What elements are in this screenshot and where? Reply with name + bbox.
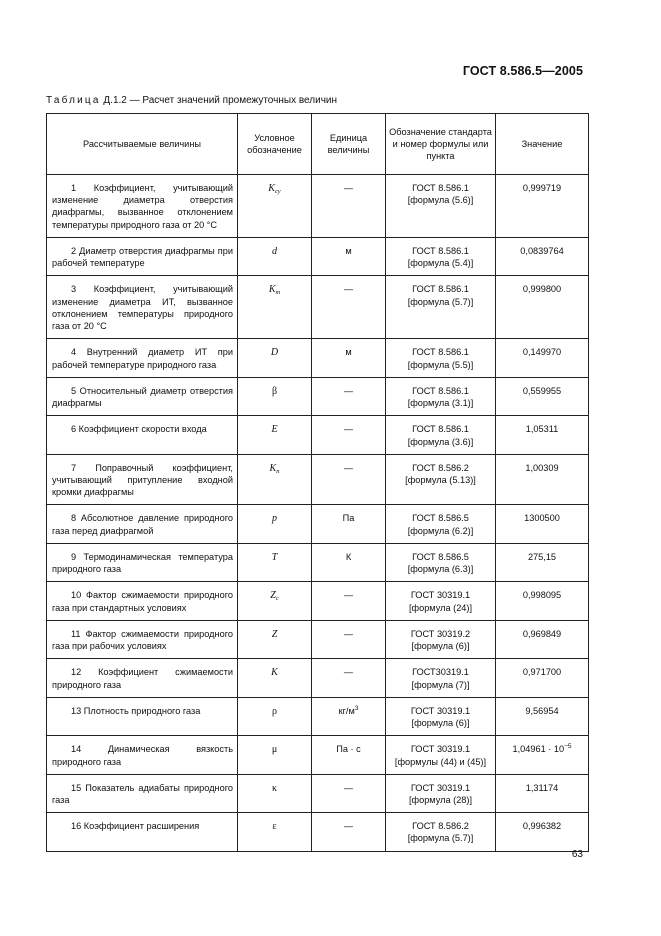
unit-cell bbox=[312, 697, 386, 735]
quantity-name: 6 Коэффициент скорости входа bbox=[47, 416, 238, 454]
reference-formula: [формула (3.6)] bbox=[407, 436, 474, 447]
unit-cell bbox=[312, 505, 386, 543]
quantity-name: 5 Относительный диаметр отверстия диафрагмы bbox=[47, 377, 238, 415]
symbol: p bbox=[272, 513, 277, 525]
reference-formula: [формула (6)] bbox=[411, 718, 470, 729]
unit: м bbox=[345, 245, 352, 256]
col-header-quantity: Рассчитываемые величины bbox=[47, 114, 238, 175]
symbol-subscript: п bbox=[276, 467, 280, 475]
reference-standard: ГОСТ 30319.1 bbox=[410, 744, 471, 755]
reference-cell bbox=[386, 276, 496, 339]
quantity-name: 2 Диаметр отверстия диафрагмы при рабочей температуре bbox=[47, 237, 238, 275]
symbol: K bbox=[268, 183, 275, 194]
symbol: d bbox=[272, 245, 277, 257]
unit-cell bbox=[312, 416, 386, 454]
caption-text: Д.1.2 — Расчет значений промежуточных величин bbox=[100, 95, 338, 106]
value: 1300500 bbox=[524, 513, 560, 524]
value: 0,998095 bbox=[522, 590, 562, 601]
unit-cell bbox=[312, 582, 386, 620]
symbol-cell bbox=[238, 416, 312, 454]
symbol: μ bbox=[271, 744, 278, 756]
unit: — bbox=[343, 284, 354, 295]
table-row bbox=[47, 175, 589, 238]
unit: — bbox=[343, 590, 354, 601]
reference-formula: [формула (28)] bbox=[408, 794, 473, 805]
quantity-name: 14 Динамическая вязкость природного газа bbox=[47, 736, 238, 774]
quantity-name: 9 Термодинамическая температура природного газа bbox=[47, 543, 238, 581]
unit-cell bbox=[312, 736, 386, 774]
unit-cell bbox=[312, 659, 386, 697]
reference-standard: ГОСТ30319.1 bbox=[412, 667, 469, 678]
symbol-subscript: су bbox=[274, 188, 281, 195]
table-row bbox=[47, 620, 589, 658]
symbol: Z bbox=[271, 628, 278, 640]
quantity-name: 13 Плотность природного газа bbox=[47, 697, 238, 735]
col-header-value: Значение bbox=[496, 114, 589, 175]
unit-superscript: 3 bbox=[354, 704, 359, 712]
page-number: 63 bbox=[571, 849, 583, 860]
col-header-reference: Обозначение стандарта и номер формулы или пункта bbox=[386, 114, 496, 175]
value-cell bbox=[496, 339, 589, 377]
intermediate-values-table bbox=[46, 113, 589, 852]
unit: — bbox=[343, 385, 354, 396]
table-row bbox=[47, 582, 589, 620]
unit-cell bbox=[312, 454, 386, 505]
reference-standard: ГОСТ 8.586.1 bbox=[412, 347, 469, 358]
symbol: ρ bbox=[272, 705, 277, 717]
quantity-name: 7 Поправочный коэффициент, учитывающий притупление входной кромки диафрагмы bbox=[47, 454, 238, 505]
reference-formula: [формула (3.1)] bbox=[407, 398, 474, 409]
table-row bbox=[47, 505, 589, 543]
reference-standard: ГОСТ 8.586.5 bbox=[412, 551, 469, 562]
value-cell bbox=[496, 377, 589, 415]
table-row bbox=[47, 237, 589, 275]
value: 1,05311 bbox=[525, 424, 559, 435]
value: 1,04961 · 10 bbox=[512, 744, 565, 755]
value: 0,971700 bbox=[522, 667, 562, 678]
reference-standard: ГОСТ 8.586.2 bbox=[412, 821, 469, 832]
unit-cell bbox=[312, 543, 386, 581]
reference-cell bbox=[386, 416, 496, 454]
reference-formula: [формула (24)] bbox=[408, 602, 473, 613]
symbol: κ bbox=[271, 782, 278, 794]
reference-cell bbox=[386, 697, 496, 735]
unit-cell bbox=[312, 237, 386, 275]
quantity-name: 4 Внутренний диаметр ИТ при рабочей температуре природного газа bbox=[47, 339, 238, 377]
reference-standard: ГОСТ 30319.1 bbox=[410, 782, 471, 793]
reference-cell bbox=[386, 620, 496, 658]
reference-cell bbox=[386, 774, 496, 812]
reference-cell bbox=[386, 813, 496, 851]
unit: Па · с bbox=[336, 744, 361, 755]
value-cell bbox=[496, 276, 589, 339]
unit-cell bbox=[312, 377, 386, 415]
value-cell bbox=[496, 175, 589, 238]
table-header-row bbox=[47, 114, 589, 175]
value: 0,996382 bbox=[522, 821, 562, 832]
reference-formula: [формула (5.7)] bbox=[407, 833, 474, 844]
value: 1,00309 bbox=[525, 462, 559, 473]
value-cell bbox=[496, 697, 589, 735]
symbol: Z bbox=[270, 590, 276, 602]
table-row bbox=[47, 339, 589, 377]
table-row bbox=[47, 659, 589, 697]
reference-standard: ГОСТ 30319.1 bbox=[410, 705, 471, 716]
reference-cell bbox=[386, 175, 496, 238]
quantity-name: 16 Коэффициент расширения bbox=[47, 813, 238, 851]
value-exponent: −5 bbox=[564, 743, 572, 751]
reference-standard: ГОСТ 8.586.2 bbox=[412, 462, 469, 473]
table-row bbox=[47, 416, 589, 454]
reference-formula: [формула (5.4)] bbox=[407, 258, 474, 269]
table-caption bbox=[46, 95, 337, 106]
reference-cell bbox=[386, 543, 496, 581]
unit: — bbox=[343, 782, 354, 793]
quantity-name: 15 Показатель адиабаты природного газа bbox=[47, 774, 238, 812]
reference-cell bbox=[386, 659, 496, 697]
reference-cell bbox=[386, 582, 496, 620]
reference-formula: [формула (5.6)] bbox=[407, 195, 474, 206]
reference-standard: ГОСТ 8.586.1 bbox=[412, 245, 469, 256]
value-cell bbox=[496, 505, 589, 543]
value: 0,999719 bbox=[522, 183, 562, 193]
value-cell bbox=[496, 813, 589, 851]
value-cell bbox=[496, 582, 589, 620]
symbol-cell bbox=[238, 774, 312, 812]
symbol: T bbox=[271, 551, 278, 563]
symbol: K bbox=[269, 462, 277, 474]
table-row bbox=[47, 736, 589, 774]
table-row bbox=[47, 697, 589, 735]
unit: — bbox=[343, 462, 354, 473]
reference-standard: ГОСТ 30319.1 bbox=[410, 590, 471, 601]
symbol-cell bbox=[238, 339, 312, 377]
standard-header: ГОСТ 8.586.5—2005 bbox=[462, 64, 583, 78]
symbol-cell bbox=[238, 237, 312, 275]
reference-standard: ГОСТ 8.586.1 bbox=[412, 385, 469, 396]
table-row bbox=[47, 276, 589, 339]
quantity-name: 1 Коэффициент, учитывающий изменение диаметра отверстия диафрагмы, вызванное отклонением температуры природного газа от 20 °С bbox=[47, 175, 238, 238]
caption-prefix: Таблица bbox=[46, 95, 101, 106]
reference-formula: [формула (6.2)] bbox=[407, 525, 474, 536]
reference-standard: ГОСТ 8.586.5 bbox=[412, 513, 469, 524]
value-cell bbox=[496, 237, 589, 275]
reference-cell bbox=[386, 505, 496, 543]
reference-formula: [формула (7)] bbox=[411, 679, 470, 690]
value: 0,969849 bbox=[522, 628, 562, 639]
reference-cell bbox=[386, 736, 496, 774]
table-row bbox=[47, 377, 589, 415]
symbol-cell bbox=[238, 697, 312, 735]
unit: Па bbox=[342, 513, 355, 524]
reference-cell bbox=[386, 339, 496, 377]
symbol-cell bbox=[238, 582, 312, 620]
table-row bbox=[47, 813, 589, 851]
unit-cell bbox=[312, 620, 386, 658]
unit-cell bbox=[312, 813, 386, 851]
reference-cell bbox=[386, 237, 496, 275]
quantity-name: 11 Фактор сжимаемости природного газа при рабочих условиях bbox=[47, 620, 238, 658]
reference-standard: ГОСТ 8.586.1 bbox=[412, 284, 469, 295]
reference-formula: [формулы (44) и (45)] bbox=[394, 756, 487, 767]
table-row bbox=[47, 774, 589, 812]
table-body bbox=[47, 175, 589, 852]
value-cell bbox=[496, 736, 589, 774]
symbol-cell bbox=[238, 505, 312, 543]
value-cell bbox=[496, 620, 589, 658]
unit-cell bbox=[312, 774, 386, 812]
symbol-cell bbox=[238, 543, 312, 581]
reference-standard: ГОСТ 8.586.1 bbox=[412, 424, 469, 435]
value-cell bbox=[496, 659, 589, 697]
symbol-cell bbox=[238, 659, 312, 697]
reference-standard: ГОСТ 8.586.1 bbox=[412, 183, 469, 193]
value: 275,15 bbox=[527, 551, 557, 562]
unit-cell bbox=[312, 175, 386, 238]
reference-formula: [формула (5.5)] bbox=[407, 359, 474, 370]
quantity-name: 3 Коэффициент, учитывающий изменение диаметра ИТ, вызванное отклонением температуры природного газа от 20 °С bbox=[47, 276, 238, 339]
value-cell bbox=[496, 416, 589, 454]
symbol-cell bbox=[238, 736, 312, 774]
symbol-cell bbox=[238, 175, 312, 238]
table-row bbox=[47, 454, 589, 505]
value: 0,999800 bbox=[522, 284, 562, 295]
col-header-symbol: Условное обозначение bbox=[238, 114, 312, 175]
symbol-cell bbox=[238, 813, 312, 851]
value-cell bbox=[496, 454, 589, 505]
unit: м bbox=[345, 347, 352, 358]
symbol-cell bbox=[238, 377, 312, 415]
unit: кг/м bbox=[338, 705, 355, 716]
unit: — bbox=[343, 667, 354, 678]
symbol: K bbox=[271, 667, 278, 679]
unit-cell bbox=[312, 276, 386, 339]
symbol: ε bbox=[272, 821, 277, 833]
reference-cell bbox=[386, 454, 496, 505]
table-row bbox=[47, 543, 589, 581]
symbol: K bbox=[268, 284, 276, 296]
symbol: E bbox=[271, 424, 278, 436]
symbol-cell bbox=[238, 276, 312, 339]
quantity-name: 10 Фактор сжимаемости природного газа при стандартных условиях bbox=[47, 582, 238, 620]
unit: — bbox=[343, 821, 354, 832]
value-cell bbox=[496, 543, 589, 581]
value-cell bbox=[496, 774, 589, 812]
unit: — bbox=[343, 424, 354, 435]
value: 0,0839764 bbox=[520, 245, 564, 256]
symbol: β bbox=[271, 385, 278, 397]
symbol: D bbox=[270, 347, 279, 359]
unit: — bbox=[343, 183, 354, 193]
value: 0,149970 bbox=[522, 347, 562, 358]
symbol-subscript: т bbox=[275, 289, 281, 297]
symbol-subscript: с bbox=[275, 595, 279, 603]
value: 0,559955 bbox=[522, 385, 562, 396]
unit: — bbox=[343, 628, 354, 639]
reference-formula: [формула (6.3)] bbox=[407, 564, 474, 575]
unit-cell bbox=[312, 339, 386, 377]
quantity-name: 8 Абсолютное давление природного газа перед диафрагмой bbox=[47, 505, 238, 543]
quantity-name: 12 Коэффициент сжимаемости природного газа bbox=[47, 659, 238, 697]
col-header-unit: Единица величины bbox=[312, 114, 386, 175]
value: 1,31174 bbox=[525, 782, 559, 793]
value: 9,56954 bbox=[525, 705, 559, 716]
symbol-cell bbox=[238, 620, 312, 658]
reference-formula: [формула (6)] bbox=[411, 641, 470, 652]
reference-formula: [формула (5.13)] bbox=[405, 474, 476, 485]
symbol-cell bbox=[238, 454, 312, 505]
reference-formula: [формула (5.7)] bbox=[407, 296, 474, 307]
reference-standard: ГОСТ 30319.2 bbox=[410, 628, 471, 639]
unit: К bbox=[345, 551, 352, 562]
reference-cell bbox=[386, 377, 496, 415]
